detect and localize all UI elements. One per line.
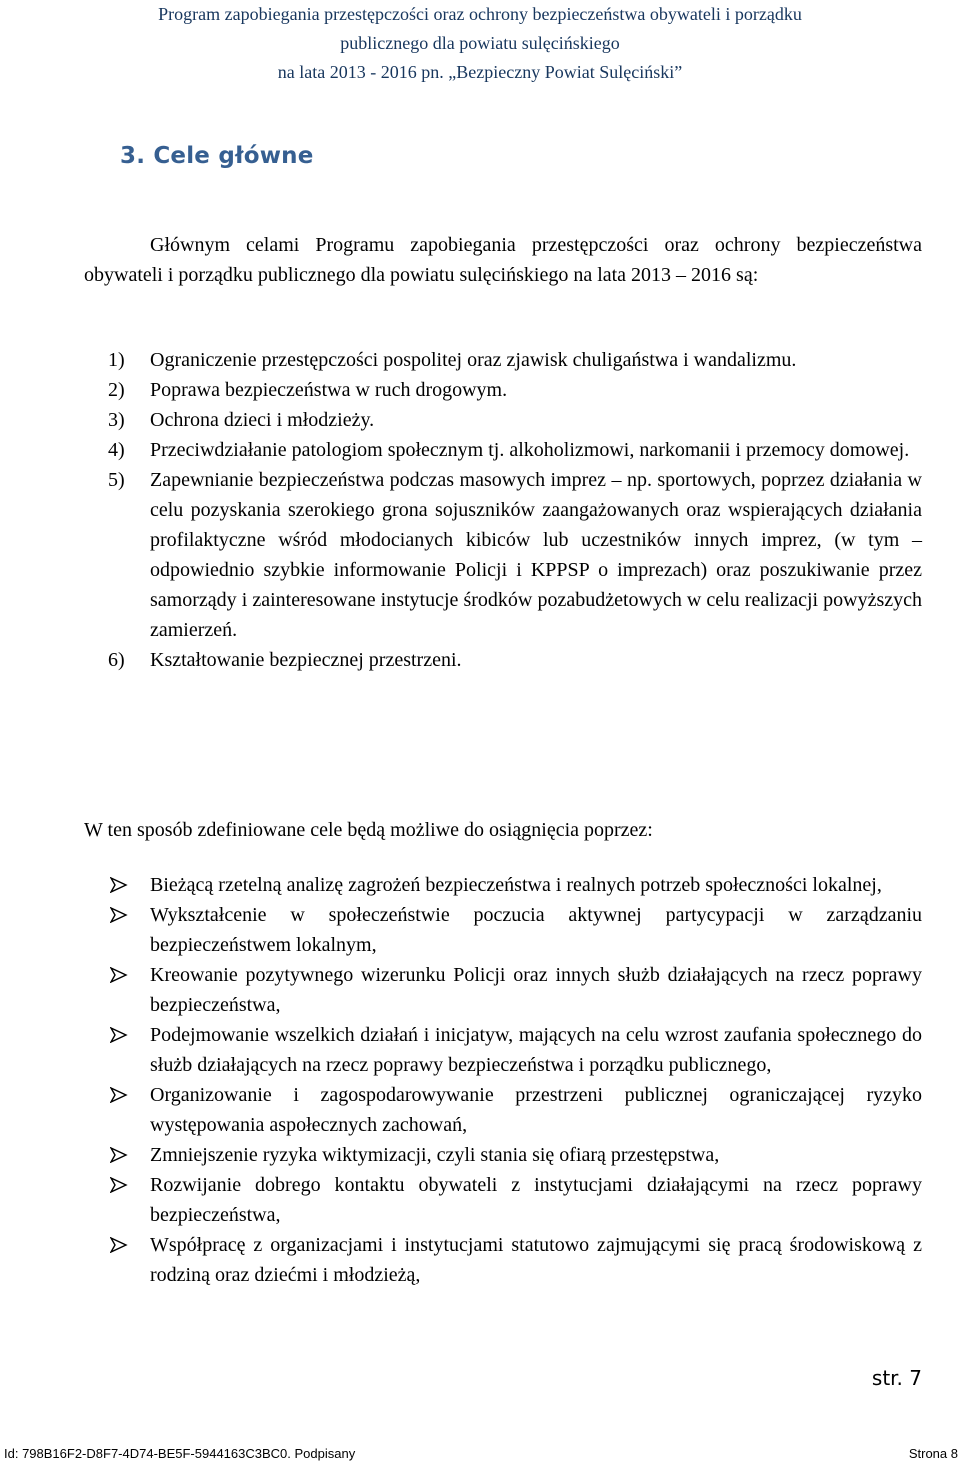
measure-text: Bieżącą rzetelną analizę zagrożeń bezpieczeństwa i realnych potrzeb społeczności lokalnej, <box>150 874 882 896</box>
header-line-2: publicznego dla powiatu sulęcińskiego <box>340 33 620 53</box>
measure-text: Organizowanie i zagospodarowywanie przestrzeni publicznej ograniczającej ryzyko występowania aspołecznych zachowań, <box>150 1084 922 1136</box>
measure-item <box>108 1170 922 1230</box>
header-line-3: na lata 2013 - 2016 pn. „Bezpieczny Powiat Sulęciński” <box>277 62 683 82</box>
goal-item <box>108 645 922 675</box>
measure-item <box>108 1020 922 1080</box>
goal-item <box>108 405 922 435</box>
measure-item <box>108 960 922 1020</box>
goal-text: Poprawa bezpieczeństwa w ruch drogowym. <box>150 379 508 401</box>
measure-text: Zmniejszenie ryzyka wiktymizacji, czyli stania się ofiarą przestępstwa, <box>150 1144 720 1166</box>
page-header <box>0 0 960 87</box>
arrow-bullet-icon <box>108 1080 150 1110</box>
signature-footer <box>0 1444 960 1463</box>
lead-paragraph: W ten sposób zdefiniowane cele będą możliwe do osiągnięcia poprzez: <box>84 819 653 841</box>
goal-text: Kształtowanie bezpiecznej przestrzeni. <box>150 649 462 671</box>
goal-item <box>108 465 922 645</box>
arrow-bullet-icon <box>108 1230 150 1260</box>
arrow-bullet-icon <box>108 960 150 990</box>
measure-item <box>108 1080 922 1140</box>
goal-number: 6) <box>108 649 125 671</box>
goal-number: 1) <box>108 349 125 371</box>
goal-item <box>108 345 922 375</box>
goal-text: Przeciwdziałanie patologiom społecznym tj. alkoholizmowi, narkomanii i przemocy domowej. <box>150 439 910 461</box>
goal-number: 5) <box>108 469 125 491</box>
arrow-bullet-icon <box>108 1170 150 1200</box>
measure-text: Kreowanie pozytywnego wizerunku Policji oraz innych służb działających na rzecz poprawy bezpieczeństwa, <box>150 964 922 1016</box>
arrow-bullet-icon <box>108 1140 150 1170</box>
goal-item <box>108 435 922 465</box>
measure-text: Podejmowanie wszelkich działań i inicjatyw, mających na celu wzrost zaufania społecznego do służb działających na rzecz poprawy bezpieczeństwa i porządku publicznego, <box>150 1024 922 1076</box>
page-number: str. 7 <box>871 1366 922 1390</box>
page-index: Strona 8 <box>908 1446 958 1461</box>
arrow-bullet-icon <box>108 900 150 930</box>
arrow-bullet-icon <box>108 870 150 900</box>
goal-number: 4) <box>108 439 125 461</box>
measure-item <box>108 1140 922 1170</box>
measure-text: Wykształcenie w społeczeństwie poczucia aktywnej partycypacji w zarządzaniu bezpieczeństwem lokalnym, <box>150 904 922 956</box>
measure-text: Rozwijanie dobrego kontaktu obywateli z instytucjami działającymi na rzecz poprawy bezpieczeństwa, <box>150 1174 922 1226</box>
goal-number: 2) <box>108 379 125 401</box>
measure-item <box>108 900 922 960</box>
arrow-bullet-icon <box>108 1020 150 1050</box>
goal-text: Zapewnianie bezpieczeństwa podczas masowych imprez – np. sportowych, poprzez działania w celu pozyskania szerokiego grona sojuszników zaangażowanych oraz wspierających działania profilaktyczne wśród młodocianych kibiców lub uczestników innych imprez, (w tym – odpowiednio szybkie informowanie Policji i KPPSP o imprezach) oraz poszukiwanie przez samorządy i zainteresowane instytucje środków pozabudżetowych w celu realizacji powyższych zamierzeń. <box>150 469 922 641</box>
header-line-1: Program zapobiegania przestępczości oraz ochrony bezpieczeństwa obywateli i porządku <box>158 4 802 24</box>
measure-item <box>108 1230 922 1290</box>
goal-number: 3) <box>108 409 125 431</box>
measure-item <box>108 870 922 900</box>
goals-list <box>108 345 922 675</box>
goal-item <box>108 375 922 405</box>
section-title: 3. Cele główne <box>120 143 314 169</box>
measures-list <box>108 870 922 1290</box>
measure-text: Współpracę z organizacjami i instytucjami statutowo zajmującymi się pracą środowiskową z rodziną oraz dziećmi i młodzieżą, <box>150 1234 922 1286</box>
intro-paragraph: Głównym celami Programu zapobiegania przestępczości oraz ochrony bezpieczeństwa obywateli i porządku publicznego dla powiatu sulęcińskiego na lata 2013 – 2016 są: <box>84 234 922 286</box>
goal-text: Ochrona dzieci i młodzieży. <box>150 409 375 431</box>
document-id: Id: 798B16F2-D8F7-4D74-BE5F-5944163C3BC0. Podpisany <box>4 1446 356 1461</box>
goal-text: Ograniczenie przestępczości pospolitej oraz zjawisk chuligaństwa i wandalizmu. <box>150 349 797 371</box>
